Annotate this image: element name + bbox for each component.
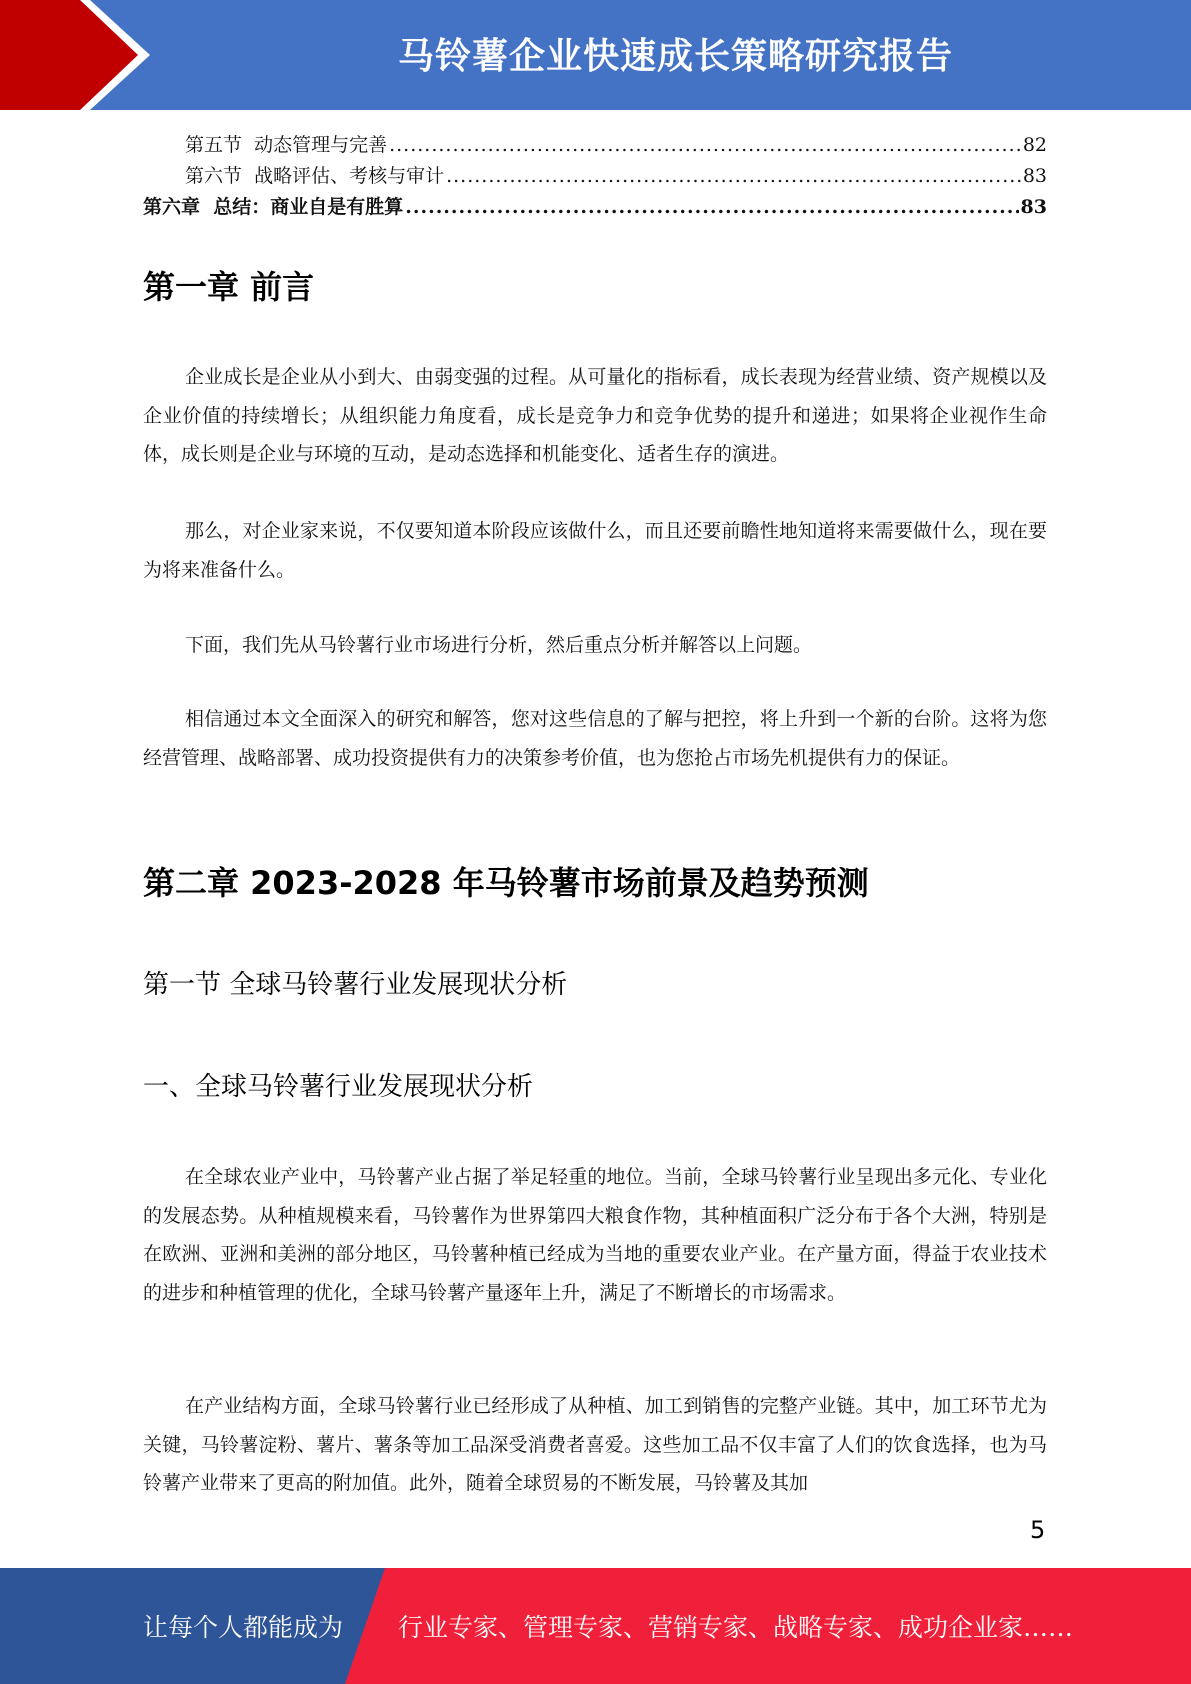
toc-entry-page: 83 bbox=[1022, 165, 1047, 187]
toc-leader-dots bbox=[405, 196, 1018, 218]
toc-entry-label: 第六节 战略评估、考核与审计 bbox=[185, 165, 445, 187]
chapter-heading: 第一章 前言 bbox=[143, 268, 315, 306]
toc-leader-dots bbox=[446, 165, 1021, 187]
document-title: 马铃薯企业快速成长策略研究报告 bbox=[397, 36, 953, 77]
paragraph: 在产业结构方面，全球马铃薯行业已经形成了从种植、加工到销售的完整产业链。其中，加工环节尤为关键，马铃薯淀粉、薯片、薯条等加工品深受消费者喜爱。这些加工品不仅丰富了人们的饮食选择，也为马铃薯产业带来了更高的附加值。此外，随着全球贸易的不断发展，马铃薯及其加 bbox=[143, 1395, 1047, 1494]
page-footer bbox=[0, 1568, 1191, 1684]
toc-entry-label: 第六章 总结：商业自是有胜算 bbox=[143, 196, 404, 218]
paragraph: 那么，对企业家来说，不仅要知道本阶段应该做什么，而且还要前瞻性地知道将来需要做什么，现在要为将来准备什么。 bbox=[143, 520, 1047, 581]
page-number: 5 bbox=[1030, 1516, 1046, 1544]
toc-entry-page: 83 bbox=[1020, 196, 1047, 218]
toc-entry-label: 第五节 动态管理与完善 bbox=[185, 134, 388, 156]
toc-entry[interactable] bbox=[143, 192, 1047, 223]
paragraph: 企业成长是企业从小到大、由弱变强的过程。从可量化的指标看，成长表现为经营业绩、资产规模以及企业价值的持续增长；从组织能力角度看，成长是竞争力和竞争优势的提升和递进；如果将企业视作生命体，成长则是企业与环境的互动，是动态选择和机能变化、适者生存的演进。 bbox=[143, 366, 1047, 465]
footer-slogan-right: 行业专家、管理专家、营销专家、战略专家、成功企业家…… bbox=[398, 1613, 1074, 1642]
toc-leader-dots bbox=[389, 134, 1021, 156]
page-header bbox=[0, 0, 1191, 110]
chapter-heading: 第二章 2023-2028 年马铃薯市场前景及趋势预测 bbox=[143, 864, 869, 902]
toc-entry[interactable] bbox=[143, 161, 1047, 192]
paragraph: 相信通过本文全面深入的研究和解答，您对这些信息的了解与把控，将上升到一个新的台阶。这将为您经营管理、战略部署、成功投资提供有力的决策参考价值，也为您抢占市场先机提供有力的保证。 bbox=[143, 708, 1047, 769]
paragraph: 下面，我们先从马铃薯行业市场进行分析，然后重点分析并解答以上问题。 bbox=[185, 634, 813, 656]
table-of-contents bbox=[143, 130, 1047, 223]
paragraph: 在全球农业产业中，马铃薯产业占据了举足轻重的地位。当前，全球马铃薯行业呈现出多元化、专业化的发展态势。从种植规模来看，马铃薯作为世界第四大粮食作物，其种植面积广泛分布于各个大洲，特别是在欧洲、亚洲和美洲的部分地区，马铃薯种植已经成为当地的重要农业产业。在产量方面，得益于农业技术的进步和种植管理的优化，全球马铃薯产量逐年上升，满足了不断增长的市场需求。 bbox=[143, 1166, 1047, 1304]
footer-slogan-left: 让每个人都能成为 bbox=[143, 1613, 344, 1642]
toc-entry[interactable] bbox=[143, 130, 1047, 161]
subsection-heading: 一、全球马铃薯行业发展现状分析 bbox=[143, 1072, 534, 1102]
section-heading: 第一节 全球马铃薯行业发展现状分析 bbox=[143, 970, 568, 1000]
toc-entry-page: 82 bbox=[1022, 134, 1047, 156]
